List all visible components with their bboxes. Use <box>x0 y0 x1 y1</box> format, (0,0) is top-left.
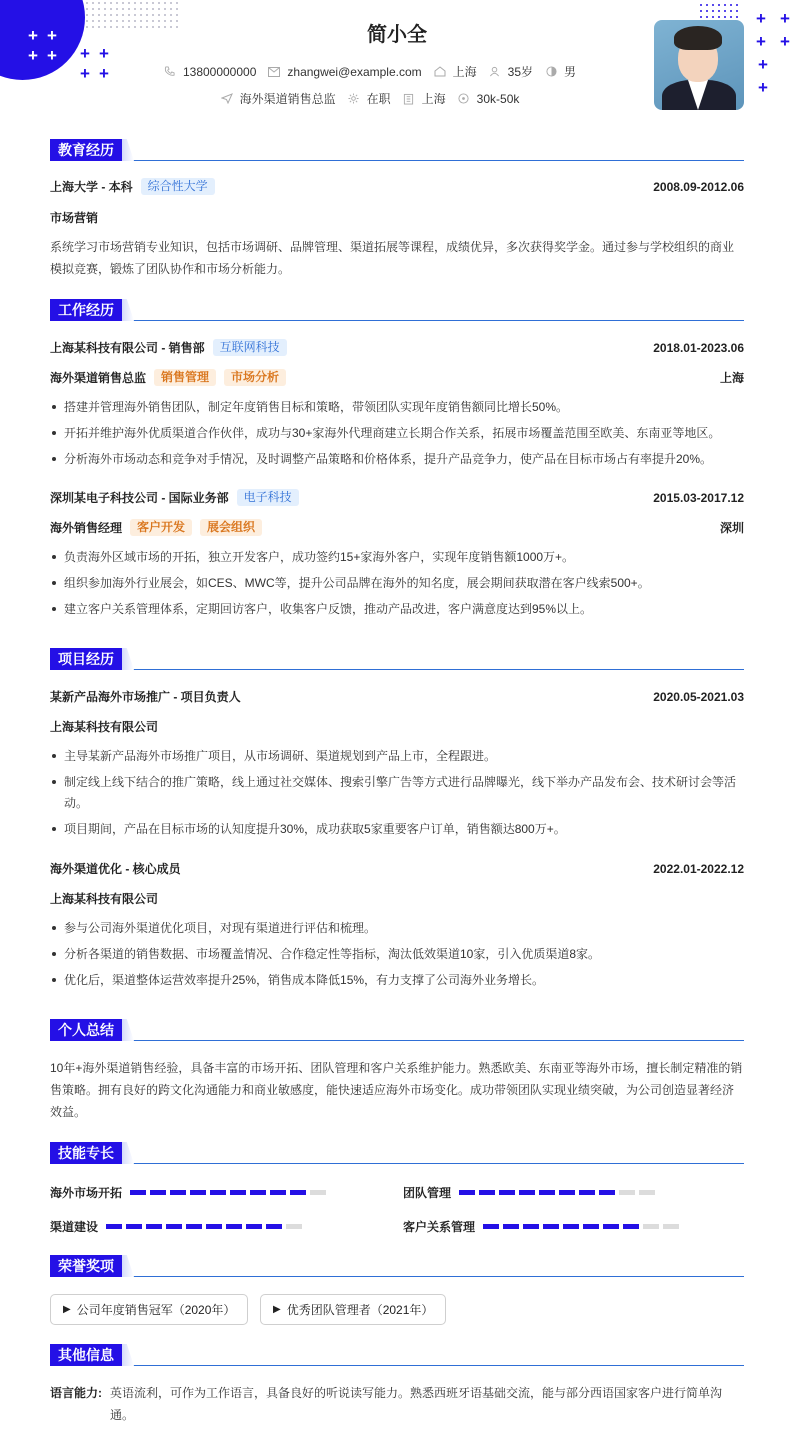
skill-level-segment <box>170 1190 186 1195</box>
project-date: 2020.05-2021.03 <box>653 689 744 704</box>
skill-level-segment <box>190 1190 206 1195</box>
skill-tag: 展会组织 <box>200 519 262 536</box>
decor-plus: + <box>80 44 90 63</box>
section-header <box>50 1344 744 1366</box>
section-title-decor <box>122 1344 134 1366</box>
decor-plus: + <box>756 9 766 28</box>
education-date: 2008.09-2012.06 <box>653 179 744 194</box>
skill-level-segment <box>483 1224 499 1229</box>
decor-plus: + <box>47 46 57 65</box>
list-item: 组织参加海外行业展会，如CES、MWC等，提升公司品牌在海外的知名度，展会期间获取潜在客户线索500+。 <box>50 573 744 594</box>
skill-level-segment <box>126 1224 142 1229</box>
salary-item <box>458 92 520 106</box>
skill-level-segment <box>226 1224 242 1229</box>
awards-section <box>50 1255 744 1317</box>
section-title-decor <box>122 299 134 321</box>
summary-section <box>50 1019 744 1119</box>
project-header-line <box>50 688 744 705</box>
skills-section <box>50 1142 744 1234</box>
skill-level-segment <box>246 1224 262 1229</box>
section-title-decor <box>122 1019 134 1041</box>
work-section <box>50 299 744 616</box>
job-date: 2015.03-2017.12 <box>653 490 744 505</box>
list-item: 建立客户关系管理体系，定期回访客户，收集客户反馈，推动产品改进，客户满意度达到95%以上。 <box>50 599 744 620</box>
skill-level-segment <box>286 1224 302 1229</box>
skill-level-segment <box>523 1224 539 1229</box>
project-date: 2022.01-2022.12 <box>653 861 744 876</box>
section-title-decor <box>122 1142 134 1164</box>
skill-level-segment <box>479 1190 495 1195</box>
age-item <box>489 63 533 80</box>
phone-item <box>164 65 256 79</box>
project-bullets <box>50 918 744 996</box>
job-city: 上海 <box>719 371 744 385</box>
skill-name: 团队管理 <box>403 1186 452 1200</box>
city-item <box>434 63 477 80</box>
target-city: 上海 <box>421 92 446 106</box>
language-info <box>50 1382 744 1426</box>
award-name: 优秀团队管理者（2021年） <box>286 1303 434 1317</box>
section-header <box>50 1255 744 1277</box>
target-job: 海外渠道销售总监 <box>239 92 336 106</box>
job-header-line <box>50 339 744 356</box>
job-position-line <box>50 369 744 386</box>
skill-level-segment <box>150 1190 166 1195</box>
section-title-decor <box>122 648 134 670</box>
education-description: 系统学习市场营销专业知识，包括市场调研、品牌管理、渠道拓展等课程，成绩优异，多次获得奖学金。通过参与学校组织的商业模拟竞赛，锻炼了团队协作和市场分析能力。 <box>50 240 735 276</box>
mail-icon <box>268 66 280 78</box>
skill-level-segment <box>230 1190 246 1195</box>
city: 上海 <box>452 65 477 79</box>
skill-level-segment <box>563 1224 579 1229</box>
section-header <box>50 299 744 321</box>
section-title: 项目经历 <box>50 648 122 670</box>
list-item: 优化后，渠道整体运营效率提升25%，销售成本降低15%，有力支撑了公司海外业务增长。 <box>50 970 744 991</box>
skill-level-segment <box>290 1190 306 1195</box>
skill-item <box>403 1184 659 1201</box>
job-city: 深圳 <box>719 521 744 535</box>
skill-level-segment <box>250 1190 266 1195</box>
decor-plus: + <box>780 32 790 51</box>
job-intent-row <box>0 90 740 107</box>
skill-level-segment <box>583 1224 599 1229</box>
list-item: 分析各渠道的销售数据、市场覆盖情况、合作稳定性等指标，淘汰低效渠道10家，引入优质渠道8家。 <box>50 944 744 965</box>
send-icon <box>221 93 233 105</box>
project-bullets <box>50 746 744 845</box>
salary: 30k-50k <box>476 91 520 106</box>
skill-level-segment <box>579 1190 595 1195</box>
job-position-line <box>50 519 744 536</box>
school-type-tag: 综合性大学 <box>141 178 215 195</box>
skill-level-segment <box>186 1224 202 1229</box>
decor-plus: + <box>758 78 768 97</box>
skill-level-segment <box>519 1190 535 1195</box>
decor-plus: + <box>47 26 57 45</box>
play-icon: ▶ <box>63 1304 71 1315</box>
skill-level-segment <box>106 1224 122 1229</box>
decor-plus: + <box>758 55 768 74</box>
projects-section <box>50 648 744 987</box>
job-status: 在职 <box>366 92 391 106</box>
major: 市场营销 <box>50 211 99 225</box>
home-icon <box>434 66 446 78</box>
gender-item <box>545 63 576 80</box>
section-title: 技能专长 <box>50 1142 122 1164</box>
job-bullets <box>50 397 744 475</box>
list-item: 分析海外市场动态和竞争对手情况，及时调整产品策略和价格体系，提升产品竞争力，使产品在目标市场占有率提升20%。 <box>50 449 744 470</box>
play-icon: ▶ <box>273 1304 281 1315</box>
skill-level-segment <box>270 1190 286 1195</box>
skill-level-segment <box>543 1224 559 1229</box>
award-item <box>260 1294 446 1325</box>
company-name: 上海某科技有限公司 - 销售部 <box>50 341 205 355</box>
section-header <box>50 648 744 670</box>
list-item: 开拓并维护海外优质渠道合作伙伴，成功与30+家海外代理商建立长期合作关系，拓展市场覆盖范围至欧美、东南亚等地区。 <box>50 423 744 444</box>
skill-level-segment <box>499 1190 515 1195</box>
skill-level-bar <box>130 1190 330 1195</box>
phone-icon <box>164 66 176 78</box>
skill-tag: 销售管理 <box>154 369 216 386</box>
list-item: 制定线上线下结合的推广策略，线上通过社交媒体、搜索引擎广告等方式进行品牌曝光，线下举办产品发布会、技术研讨会等活动。 <box>50 772 744 814</box>
award-name: 公司年度销售冠军（2020年） <box>76 1303 236 1317</box>
section-header <box>50 139 744 161</box>
age: 35岁 <box>507 65 534 79</box>
skill-name: 海外市场开拓 <box>50 1186 123 1200</box>
phone-number: 13800000000 <box>182 64 257 79</box>
skill-level-segment <box>539 1190 555 1195</box>
decor-plus: + <box>756 32 766 51</box>
skill-level-segment <box>599 1190 615 1195</box>
job-position: 海外渠道销售总监 <box>50 371 147 385</box>
skill-level-segment <box>559 1190 575 1195</box>
skill-item <box>50 1218 306 1235</box>
award-item <box>50 1294 248 1325</box>
profile-photo <box>654 20 744 110</box>
decor-plus: + <box>99 64 109 83</box>
skill-level-segment <box>619 1190 635 1195</box>
summary-text: 10年+海外渠道销售经验，具备丰富的市场开拓、团队管理和客户关系维护能力。熟悉欧美、东南亚等海外市场，擅长制定精准的销售策略。拥有良好的跨文化沟通能力和商业敏感度，能快速适应海外市场变化。成功带领团队实现业绩突破，为公司创造显著经济效益。 <box>50 1061 743 1119</box>
skill-name: 渠道建设 <box>50 1220 99 1234</box>
email-address: zhangwei@example.com <box>287 64 422 79</box>
skill-level-bar <box>106 1224 306 1229</box>
job-bullets <box>50 547 744 625</box>
money-icon <box>458 93 470 105</box>
skill-item <box>403 1218 683 1235</box>
project-company: 上海某科技有限公司 <box>50 892 159 906</box>
person-icon <box>489 66 501 78</box>
building-icon <box>403 93 415 105</box>
skill-level-segment <box>310 1190 326 1195</box>
project-name: 海外渠道优化 - 核心成员 <box>50 862 181 876</box>
skill-level-segment <box>146 1224 162 1229</box>
language-label: 语言能力: <box>50 1386 102 1400</box>
skill-tag: 客户开发 <box>130 519 192 536</box>
list-item: 负责海外区域市场的开拓，独立开发客户，成功签约15+家海外客户，实现年度销售额1000万+。 <box>50 547 744 568</box>
status-item <box>348 90 391 107</box>
skill-level-bar <box>483 1224 683 1229</box>
education-section <box>50 139 744 276</box>
industry-tag: 互联网科技 <box>213 339 287 356</box>
decor-plus: + <box>780 9 790 28</box>
school-name: 上海大学 - 本科 <box>50 180 133 194</box>
email-item <box>268 65 421 79</box>
education-header-line <box>50 178 744 195</box>
section-title-decor <box>122 139 134 161</box>
job-position: 海外销售经理 <box>50 521 123 535</box>
candidate-name: 简小全 <box>367 24 427 46</box>
target-city-item <box>403 90 446 107</box>
job-date: 2018.01-2023.06 <box>653 340 744 355</box>
section-title: 教育经历 <box>50 139 122 161</box>
skill-level-segment <box>643 1224 659 1229</box>
industry-tag: 电子科技 <box>237 489 299 506</box>
job-header-line <box>50 489 744 506</box>
section-header <box>50 1019 744 1041</box>
list-item: 参与公司海外渠道优化项目，对现有渠道进行评估和梳理。 <box>50 918 744 939</box>
company-name: 深圳某电子科技公司 - 国际业务部 <box>50 491 229 505</box>
decor-plus: + <box>28 46 38 65</box>
section-title: 工作经历 <box>50 299 122 321</box>
list-item: 主导某新产品海外市场推广项目，从市场调研、渠道规划到产品上市，全程跟进。 <box>50 746 744 767</box>
decor-plus: + <box>80 64 90 83</box>
section-header <box>50 1142 744 1164</box>
skill-level-segment <box>206 1224 222 1229</box>
section-title-decor <box>122 1255 134 1277</box>
target-job-item <box>221 90 336 107</box>
project-company: 上海某科技有限公司 <box>50 720 159 734</box>
decor-plus: + <box>28 26 38 45</box>
skill-level-segment <box>623 1224 639 1229</box>
skill-name: 客户关系管理 <box>403 1220 476 1234</box>
skill-level-segment <box>603 1224 619 1229</box>
other-section <box>50 1344 744 1422</box>
skill-item <box>50 1184 330 1201</box>
gender: 男 <box>564 65 577 79</box>
skill-tag: 市场分析 <box>224 369 286 386</box>
skill-level-segment <box>130 1190 146 1195</box>
language-text: 英语流利，可作为工作语言，具备良好的听说读写能力。熟悉西班牙语基础交流，能与部分西语国家客户进行简单沟通。 <box>110 1386 723 1422</box>
list-item: 项目期间，产品在目标市场的认知度提升30%，成功获取5家重要客户订单，销售额达800万+。 <box>50 819 744 840</box>
list-item: 搭建并管理海外销售团队，制定年度销售目标和策略，带领团队实现年度销售额同比增长50%。 <box>50 397 744 418</box>
gender-icon <box>545 66 557 78</box>
contact-info-row <box>0 63 740 83</box>
skill-level-segment <box>459 1190 475 1195</box>
section-title: 个人总结 <box>50 1019 122 1041</box>
skill-level-segment <box>266 1224 282 1229</box>
project-header-line <box>50 860 744 877</box>
gear-icon <box>348 93 360 105</box>
skill-level-bar <box>459 1190 659 1195</box>
skill-level-segment <box>663 1224 679 1229</box>
project-name: 某新产品海外市场推广 - 项目负责人 <box>50 690 241 704</box>
skill-level-segment <box>639 1190 655 1195</box>
section-title: 其他信息 <box>50 1344 122 1366</box>
skill-level-segment <box>166 1224 182 1229</box>
decor-plus: + <box>99 44 109 63</box>
section-title: 荣誉奖项 <box>50 1255 122 1277</box>
skill-level-segment <box>210 1190 226 1195</box>
skill-level-segment <box>503 1224 519 1229</box>
